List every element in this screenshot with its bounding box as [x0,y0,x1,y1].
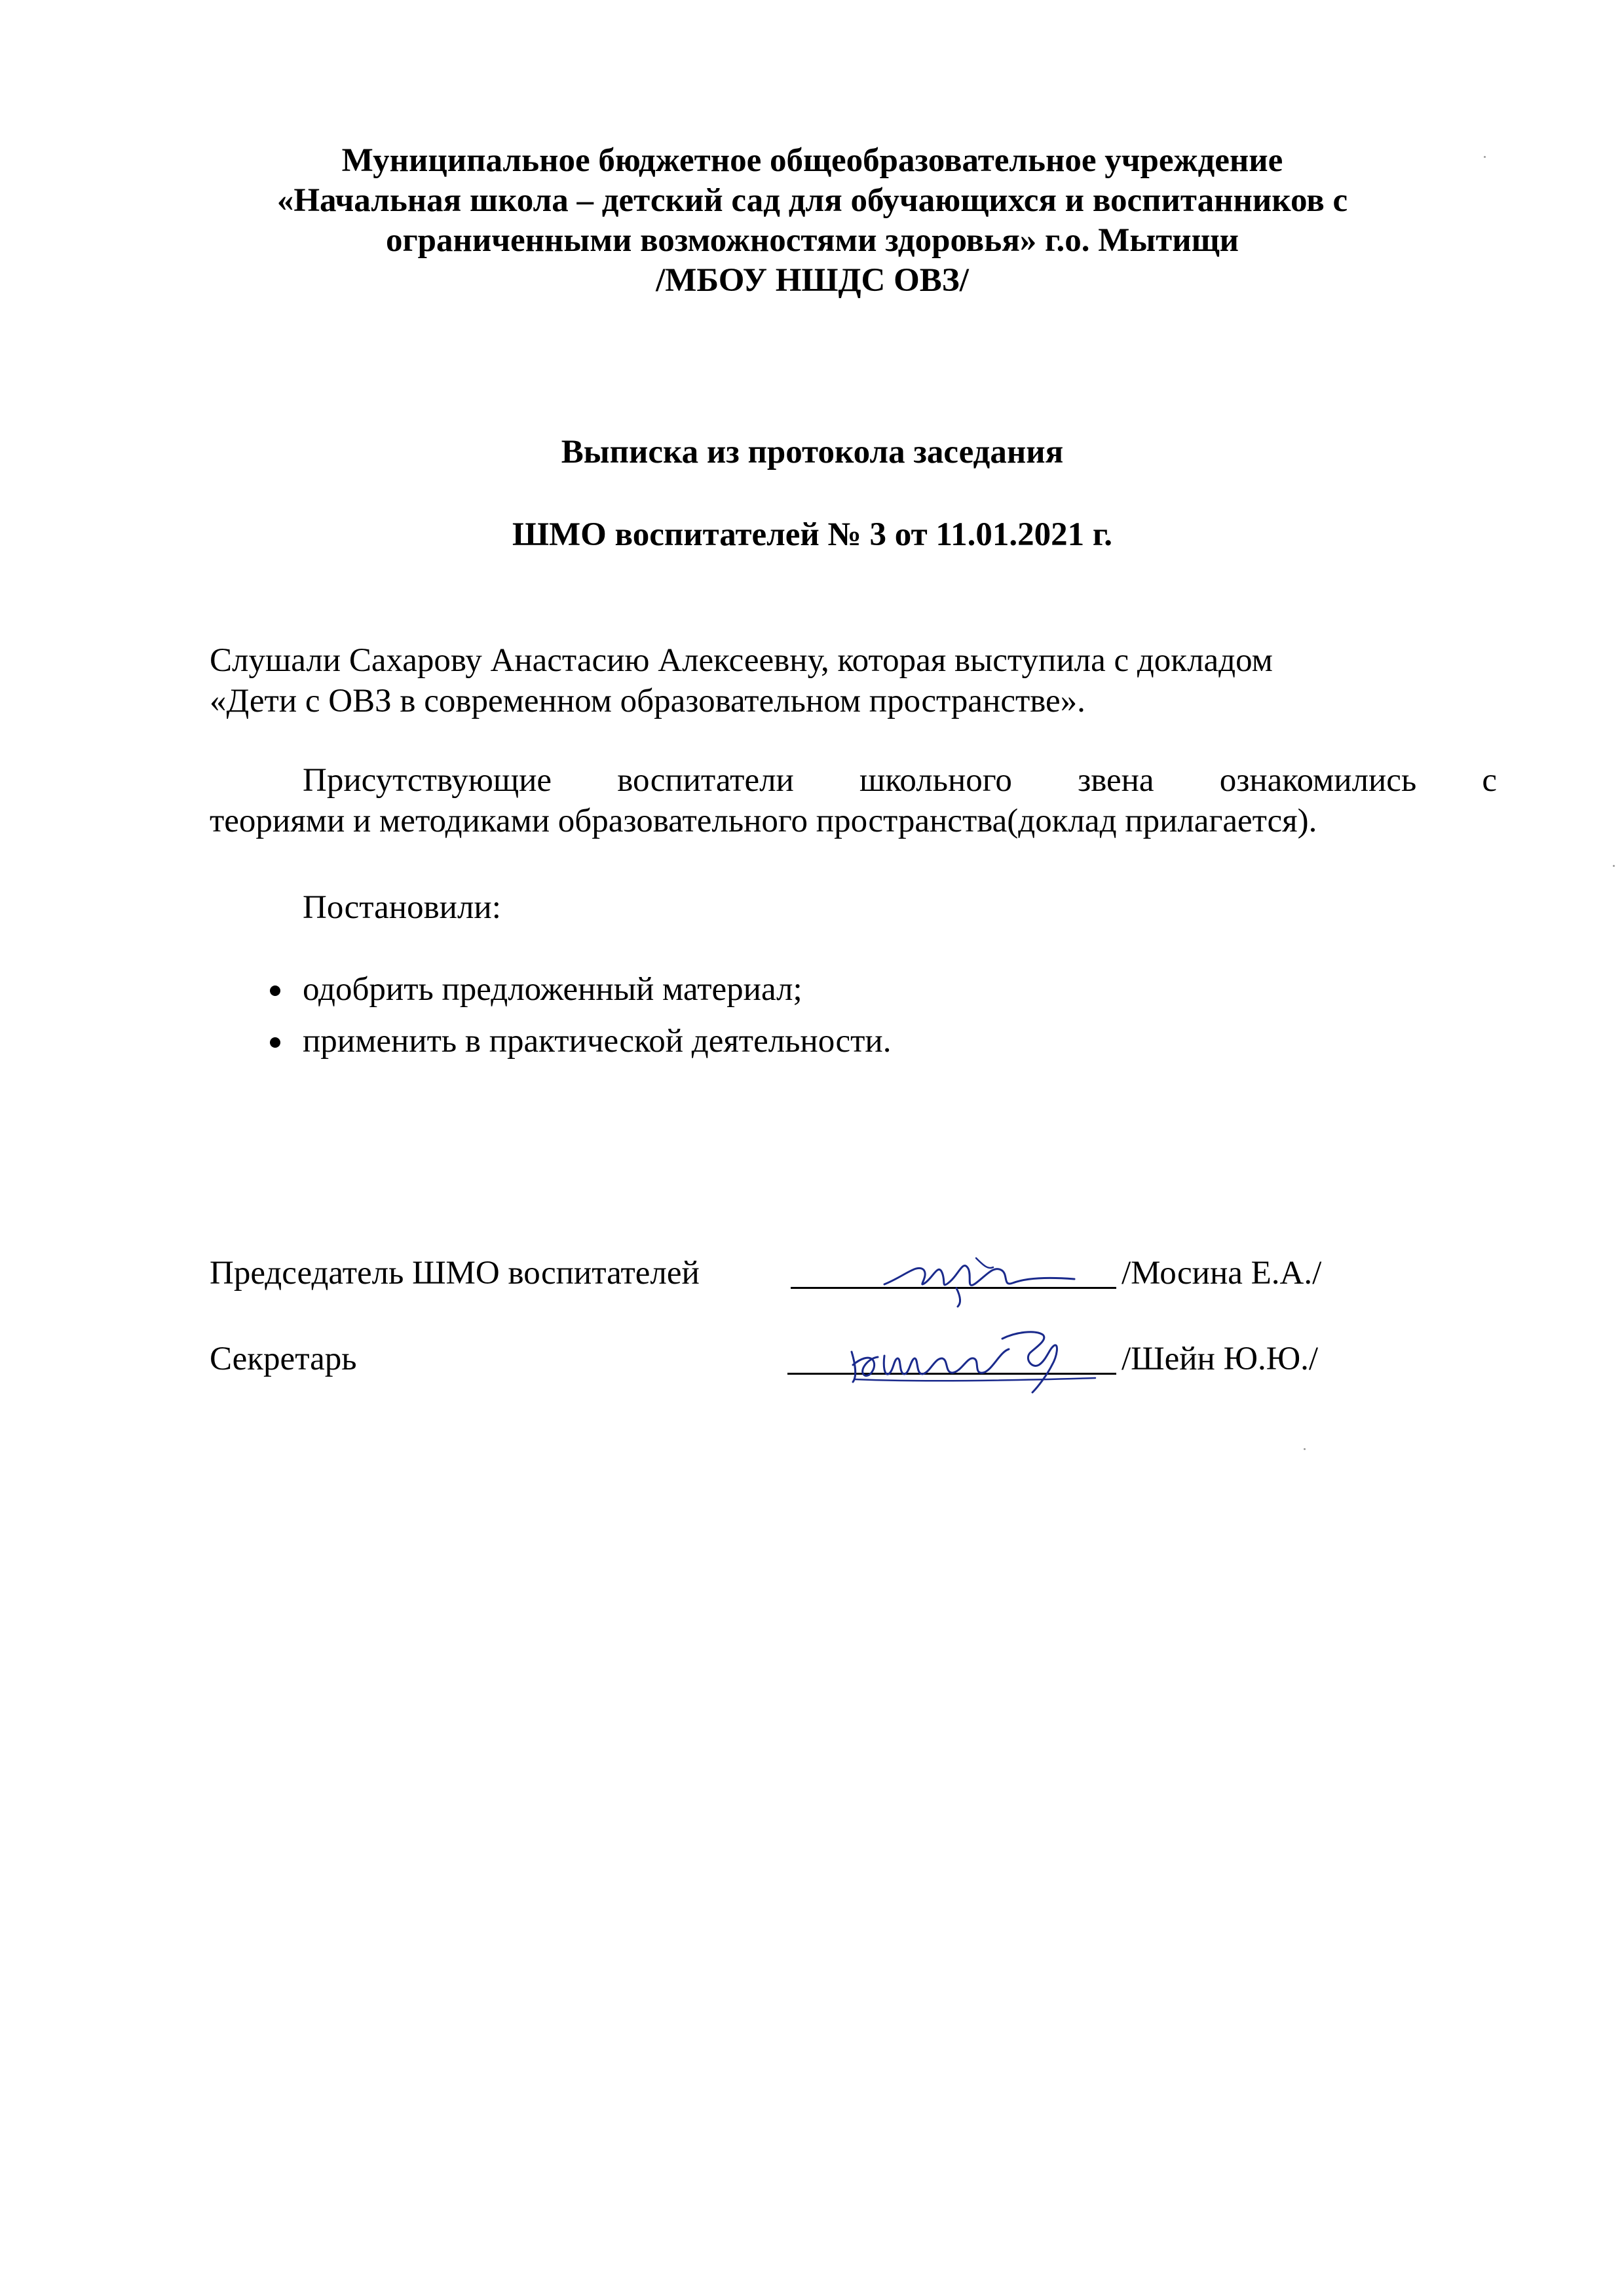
secretary-name: /Шейн Ю.Ю./ [1122,1341,1319,1377]
chair-signature-image [878,1250,1087,1309]
scan-speck [1484,156,1486,158]
secretary-signature-image [839,1319,1114,1398]
paragraph-heard-line-2: «Дети с ОВЗ в современном образовательном пространстве». [210,683,1085,719]
secretary-label: Секретарь [210,1341,357,1377]
scan-speck [1613,865,1615,867]
bullet-icon [270,1037,280,1048]
decision-text: применить в практической деятельности. [303,1023,892,1060]
chair-label: Председатель ШМО воспитателей [210,1255,700,1292]
decision-text: одобрить предложенный материал; [303,971,802,1008]
header-line-2: «Начальная школа – детский сад для обучающихся и воспитанников с [276,182,1348,219]
list-item [262,970,891,1010]
scan-speck [1304,1448,1306,1450]
bullet-icon [270,985,280,996]
paragraph-heard [210,640,1507,721]
document-title: Выписка из протокола заседания [561,434,1064,470]
header-line-4: /МБОУ НШДС ОВЗ/ [656,262,969,299]
meeting-subtitle: ШМО воспитателей № 3 от 11.01.2021 г. [512,516,1113,553]
header-line-1: Муниципальное бюджетное общеобразовательное учреждение [341,142,1283,179]
institution-header [197,141,1428,301]
header-line-3: ограниченными возможностями здоровья» г.о. Мытищи [385,222,1239,259]
list-item [262,1022,891,1062]
chair-name: /Мосина Е.А./ [1122,1255,1322,1292]
paragraph-attendees [210,760,1497,841]
resolved-heading: Постановили: [303,889,501,926]
paragraph-heard-line-1: Слушали Сахарову Анастасию Алексеевну, которая выступила с докладом [210,642,1273,679]
paragraph-attendees-line-1: Присутствующие воспитатели школьного звена ознакомились с [303,762,1497,799]
decision-list [262,970,891,1073]
paragraph-attendees-line-2: теориями и методиками образовательного пространства(доклад прилагается). [210,803,1317,839]
